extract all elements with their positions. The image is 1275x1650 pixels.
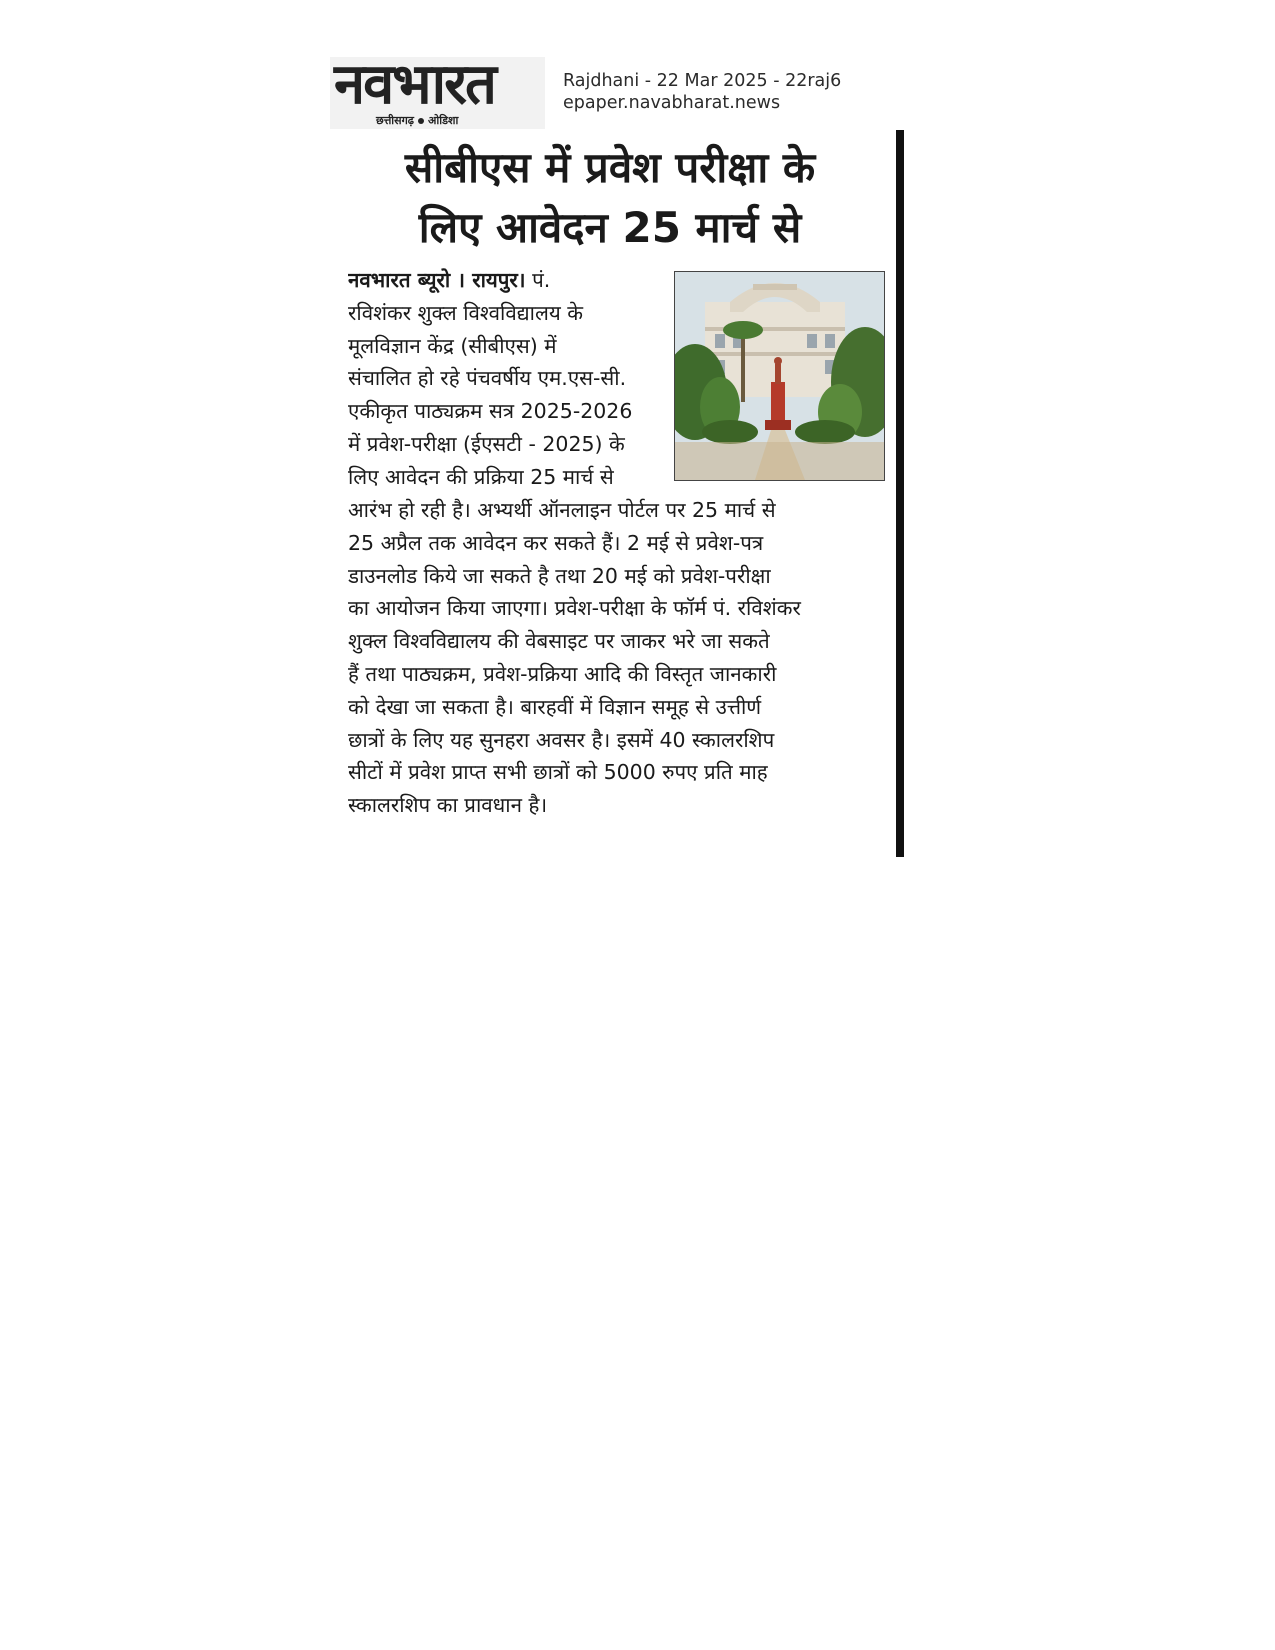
university-building-photo xyxy=(675,272,884,480)
article-headline xyxy=(330,138,890,258)
article-body-wide xyxy=(348,494,883,822)
article-line: छात्रों के लिए यह सुनहरा अवसर है। इसमें 40 स्कालरशिप xyxy=(348,727,775,752)
article-line: डाउनलोड किये जा सकते है तथा 20 मई को प्रवेश-परीक्षा xyxy=(348,563,771,588)
article-line: शुक्ल विश्वविद्यालय की वेबसाइट पर जाकर भरे जा सकते xyxy=(348,629,770,654)
article-line xyxy=(348,264,664,297)
bullet-icon xyxy=(418,118,424,124)
article-line: में प्रवेश-परीक्षा (ईएसटी - 2025) के xyxy=(348,431,625,456)
article-line: एकीकृत पाठ्यक्रम सत्र 2025-2026 xyxy=(348,399,633,424)
clipping-border xyxy=(896,130,904,857)
article-line: को देखा जा सकता है। बारहवीं में विज्ञान समूह से उत्तीर्ण xyxy=(348,694,762,719)
logo-region-right: ओडिशा xyxy=(427,114,459,127)
website-url: epaper.navabharat.news xyxy=(563,93,781,113)
article-line: संचालित हो रहे पंचवर्षीय एम.एस-सी. xyxy=(348,366,627,391)
article-line: 25 अप्रैल तक आवेदन कर सकते हैं। 2 मई से प्रवेश-पत्र xyxy=(348,530,764,555)
article-line: हैं तथा पाठ्यक्रम, प्रवेश-प्रक्रिया आदि की विस्तृत जानकारी xyxy=(348,661,777,686)
article-photo xyxy=(674,271,885,481)
edition-meta xyxy=(563,70,841,114)
article-body-narrow xyxy=(348,264,664,494)
article-text: पं. xyxy=(532,268,551,292)
newspaper-logo xyxy=(330,52,545,129)
headline-line-2: लिए आवेदन 25 मार्च से xyxy=(418,203,802,252)
logo-region-left: छत्तीसगढ़ xyxy=(376,114,414,127)
article-line: रविशंकर शुक्ल विश्वविद्यालय के xyxy=(348,300,584,325)
article-line: लिए आवेदन की प्रक्रिया 25 मार्च से xyxy=(348,464,614,489)
article-line: स्कालरशिप का प्रावधान है। xyxy=(348,793,548,818)
article-line: मूलविज्ञान केंद्र (सीबीएस) में xyxy=(348,333,557,358)
logo-regions xyxy=(376,113,458,128)
article-byline: नवभारत ब्यूरो । रायपुर। xyxy=(348,268,526,292)
headline-line-1: सीबीएस में प्रवेश परीक्षा के xyxy=(404,143,816,192)
logo-wordmark: नवभारत xyxy=(334,52,495,117)
edition-line: Rajdhani - 22 Mar 2025 - 22raj6 xyxy=(563,71,842,91)
article-line: सीटों में प्रवेश प्राप्त सभी छात्रों को 5000 रुपए प्रति माह xyxy=(348,760,768,785)
article-line: आरंभ हो रही है। अभ्यर्थी ऑनलाइन पोर्टल पर 25 मार्च से xyxy=(348,498,776,522)
article-line: का आयोजन किया जाएगा। प्रवेश-परीक्षा के फॉर्म पं. रविशंकर xyxy=(348,596,801,621)
